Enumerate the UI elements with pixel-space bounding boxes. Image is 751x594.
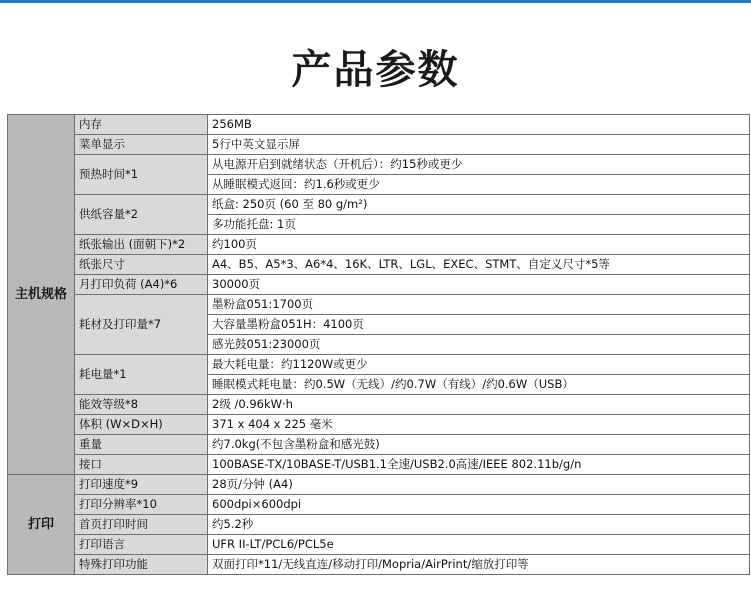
spec-value-power-1: 最大耗电量：约1120W或更少	[208, 355, 750, 375]
spec-key-duty-cycle: 月打印负荷 (A4)*6	[75, 275, 208, 295]
table-row	[8, 355, 750, 375]
table-row	[8, 495, 750, 515]
table-row	[8, 535, 750, 555]
spec-value-special: 双面打印*11/无线直连/移动打印/Mopria/AirPrint/缩放打印等	[208, 555, 750, 575]
spec-key-output: 纸张输出 (面朝下)*2	[75, 235, 208, 255]
spec-key-resolution: 打印分辨率*10	[75, 495, 208, 515]
spec-key-size: 体积 (W×D×H)	[75, 415, 208, 435]
spec-value-paper-size: A4、B5、A5*3、A6*4、16K、LTR、LGL、EXEC、STMT、自定义尺寸*5等	[208, 255, 750, 275]
spec-key-interface: 接口	[75, 455, 208, 475]
table-row	[8, 295, 750, 315]
spec-value-energy: 2级 /0.96kW·h	[208, 395, 750, 415]
spec-value-consumables-1: 墨粉盒051:1700页	[208, 295, 750, 315]
table-row	[8, 455, 750, 475]
spec-key-warmup: 预热时间*1	[75, 155, 208, 195]
table-row	[8, 475, 750, 495]
spec-key-paper-size: 纸张尺寸	[75, 255, 208, 275]
spec-value-menu: 5行中英文显示屏	[208, 135, 750, 155]
section-main-specs: 主机规格	[8, 115, 75, 475]
table-row	[8, 395, 750, 415]
top-accent-line	[0, 0, 751, 3]
spec-table	[7, 114, 750, 575]
table-row	[8, 415, 750, 435]
page-title: 产品参数	[291, 47, 460, 93]
spec-value-interface: 100BASE-TX/10BASE-T/USB1.1全速/USB2.0高速/IEEE 802.11b/g/n	[208, 455, 750, 475]
table-row	[8, 435, 750, 455]
spec-value-paper-capacity-1: 纸盒: 250页 (60 至 80 g/m²)	[208, 195, 750, 215]
spec-value-output: 约100页	[208, 235, 750, 255]
spec-key-weight: 重量	[75, 435, 208, 455]
spec-value-warmup-1: 从电源开启到就绪状态（开机后）：约15秒或更少	[208, 155, 750, 175]
spec-value-power-2: 睡眠模式耗电量：约0.5W（无线）/约0.7W（有线）/约0.6W（USB）	[208, 375, 750, 395]
spec-key-memory: 内存	[75, 115, 208, 135]
spec-value-speed: 28页/分钟 (A4)	[208, 475, 750, 495]
table-row	[8, 515, 750, 535]
spec-key-power: 耗电量*1	[75, 355, 208, 395]
spec-key-first-page: 首页打印时间	[75, 515, 208, 535]
table-row	[8, 135, 750, 155]
spec-value-consumables-2: 大容量墨粉盒051H：4100页	[208, 315, 750, 335]
spec-key-energy: 能效等级*8	[75, 395, 208, 415]
spec-value-duty-cycle: 30000页	[208, 275, 750, 295]
spec-key-speed: 打印速度*9	[75, 475, 208, 495]
spec-value-memory: 256MB	[208, 115, 750, 135]
spec-value-language: UFR II-LT/PCL6/PCL5e	[208, 535, 750, 555]
table-row	[8, 155, 750, 175]
section-print: 打印	[8, 475, 75, 575]
spec-value-first-page: 约5.2秒	[208, 515, 750, 535]
table-row	[8, 255, 750, 275]
spec-value-resolution: 600dpi×600dpi	[208, 495, 750, 515]
table-row	[8, 275, 750, 295]
spec-value-weight: 约7.0kg(不包含墨粉盒和感光鼓)	[208, 435, 750, 455]
spec-key-menu: 菜单显示	[75, 135, 208, 155]
spec-value-paper-capacity-2: 多功能托盘: 1页	[208, 215, 750, 235]
spec-key-language: 打印语言	[75, 535, 208, 555]
spec-key-consumables: 耗材及打印量*7	[75, 295, 208, 355]
table-row	[8, 555, 750, 575]
spec-key-paper-capacity: 供纸容量*2	[75, 195, 208, 235]
spec-value-consumables-3: 感光鼓051:23000页	[208, 335, 750, 355]
spec-value-warmup-2: 从睡眠模式返回：约1.6秒或更少	[208, 175, 750, 195]
spec-value-size: 371 x 404 x 225 毫米	[208, 415, 750, 435]
spec-key-special: 特殊打印功能	[75, 555, 208, 575]
table-row	[8, 235, 750, 255]
table-row	[8, 115, 750, 135]
table-row	[8, 195, 750, 215]
